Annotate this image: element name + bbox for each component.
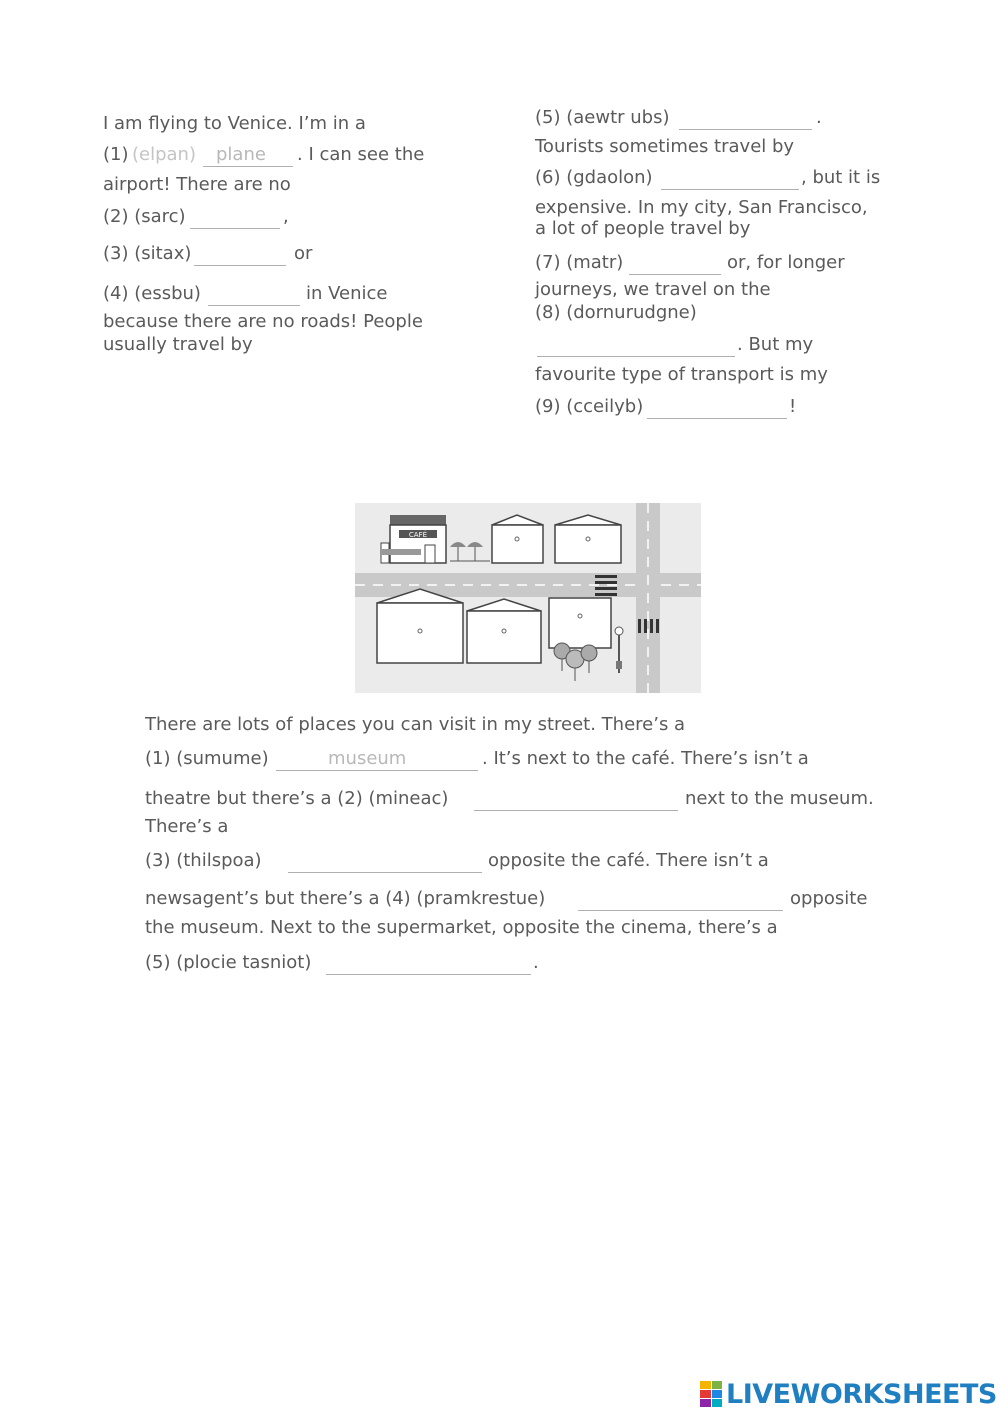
answer-field-5[interactable] xyxy=(679,107,812,130)
answer-field-e2-4[interactable] xyxy=(578,888,783,911)
question-label: (6) (gdaolon) xyxy=(535,167,653,188)
text-line: or xyxy=(294,243,313,264)
question-label: (5) (aewtr ubs) xyxy=(535,107,670,128)
text-line: in Venice xyxy=(306,283,388,304)
building-cinema xyxy=(467,599,541,663)
text-line: Tourists sometimes travel by xyxy=(535,136,795,157)
punctuation: . xyxy=(533,952,539,973)
question-label: (9) (cceilyb) xyxy=(535,396,644,417)
text-line: the museum. Next to the supermarket, opposite the cinema, there’s a xyxy=(145,917,778,938)
street-lamp-icon xyxy=(615,627,623,673)
answer-field-8[interactable] xyxy=(537,334,735,357)
question-label: (3) (sitax) xyxy=(103,243,192,264)
question-label: (8) (dornurudgne) xyxy=(535,302,697,323)
answer-field-6[interactable] xyxy=(661,167,799,190)
building-top-right xyxy=(555,515,621,563)
text-line: . It’s next to the café. There’s isn’t a xyxy=(482,748,809,769)
text-line: There’s a xyxy=(145,816,229,837)
answer-field-e2-5[interactable] xyxy=(326,952,531,975)
text-line: usually travel by xyxy=(103,334,253,355)
punctuation: . xyxy=(816,107,822,128)
question-label: (7) (matr) xyxy=(535,252,624,273)
answer-field-9[interactable] xyxy=(647,396,787,419)
punctuation: ! xyxy=(789,396,797,417)
answer-field-2[interactable] xyxy=(190,206,280,229)
text-line: newsagent’s but there’s a (4) (pramkrestue) xyxy=(145,888,546,909)
text-line: or, for longer xyxy=(727,252,845,273)
hint-word: (elpan) xyxy=(132,144,196,165)
logo-text: LIVEWORKSHEETS xyxy=(726,1378,997,1410)
building-top-middle xyxy=(492,515,543,563)
answer-field-7[interactable] xyxy=(629,252,721,275)
cafe-sign-text: CAFÉ xyxy=(408,531,428,539)
building-bottom-right xyxy=(549,598,611,648)
question-label: (1) (sumume) xyxy=(145,748,269,769)
answer-field-3[interactable] xyxy=(194,243,286,266)
text-line: journeys, we travel on the xyxy=(535,279,771,300)
answer-value-e2-1: museum xyxy=(328,748,407,769)
text-line: opposite xyxy=(790,888,868,909)
logo-mark-icon xyxy=(700,1381,722,1407)
text-line: theatre but there’s a (2) (mineac) xyxy=(145,788,449,809)
question-label: (5) (plocie tasniot) xyxy=(145,952,312,973)
question-label: (3) (thilspoa) xyxy=(145,850,262,871)
text-line: . But my xyxy=(737,334,814,355)
text-line: airport! There are no xyxy=(103,174,291,195)
answer-field-e2-2[interactable] xyxy=(474,788,678,811)
street-map-illustration xyxy=(355,503,701,693)
text-line: because there are no roads! People xyxy=(103,311,423,332)
text-line: a lot of people travel by xyxy=(535,218,751,239)
text-line: There are lots of places you can visit in my street. There’s a xyxy=(145,714,686,735)
text-line: I am flying to Venice. I’m in a xyxy=(103,113,366,134)
question-label: (4) (essbu) xyxy=(103,283,201,304)
text-line: next to the museum. xyxy=(685,788,874,809)
cafe-tables-icon xyxy=(450,542,490,561)
answer-field-4[interactable] xyxy=(208,283,300,306)
liveworksheets-logo[interactable] xyxy=(700,1378,997,1410)
text-line: opposite the café. There isn’t a xyxy=(488,850,769,871)
question-label: (2) (sarc) xyxy=(103,206,186,227)
answer-value-1: plane xyxy=(216,144,266,165)
question-number: (1) xyxy=(103,144,129,165)
text-line: expensive. In my city, San Francisco, xyxy=(535,197,868,218)
answer-field-e2-3[interactable] xyxy=(288,850,482,873)
punctuation: , xyxy=(283,206,289,227)
text-line: . I can see the xyxy=(297,144,425,165)
cafe-building xyxy=(381,515,446,563)
text-line: favourite type of transport is my xyxy=(535,364,828,385)
street-map-svg xyxy=(355,503,701,693)
text-line: , but it is xyxy=(801,167,881,188)
building-museum xyxy=(377,589,463,663)
